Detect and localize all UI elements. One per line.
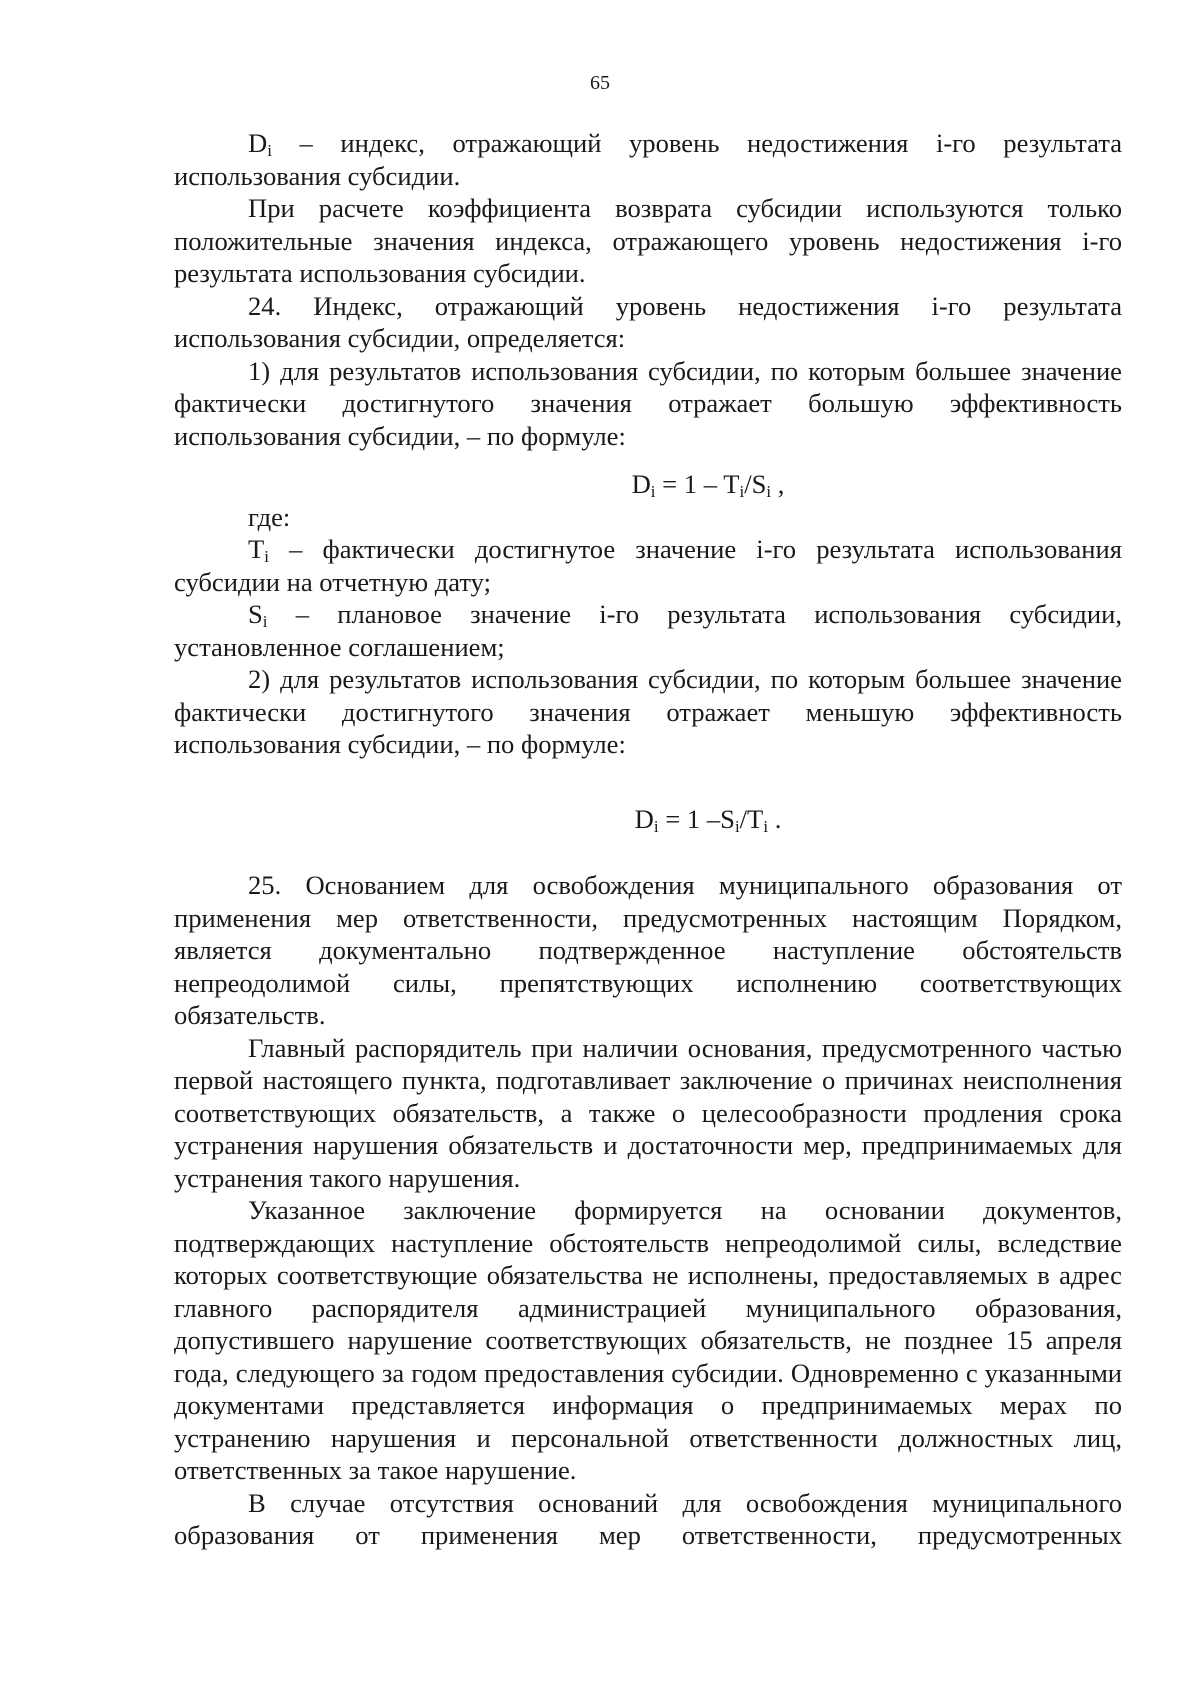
conclusion-paragraph: Указанное заключение формируется на основании документов, подтверждающих наступление обстоятельств непреодолимой силы, вследствие которых соответствующие обязательства не исполнены, предоставляемых в адрес главного распорядителя администрацией муниципального образования, допустившего нарушение соответствующих обязательств, не позднее 15 апреля года, следующего за годом предоставления субсидии. Одновременно с указанными документами представляется информация о предпринимаемых мерах по устранению нарушения и персональной ответственности должностных лиц, ответственных за такое нарушение. (174, 1195, 1122, 1485)
symbol-t-subscript: i (264, 547, 269, 566)
clause-24-item-1-paragraph: 1) для результатов использования субсидии, по которым большее значение фактически достигнутого значения отражает большую эффективность использования субсидии, – по формуле: (174, 355, 1122, 451)
main-manager-paragraph: Главный распорядитель при наличии основания, предусмотренного частью первой настоящего пункта, подготавливает заключение о причинах неисполнения соответствующих обязательств, а также о целесообразности продления срока устранения нарушения обязательств и достаточности мер, предпринимаемых для устранения такого нарушения. (174, 1032, 1122, 1193)
formula-2-slash: /T (739, 803, 764, 834)
formula-1-d: D (631, 469, 651, 499)
definition-t-text: – фактически достигнутое значение i-го результата использования субсидии на отчетную дату; (174, 534, 1122, 597)
formula-2 (174, 803, 1122, 836)
definition-t-paragraph (174, 533, 1122, 598)
formula-2-mid: = 1 –S (658, 803, 735, 834)
formula-1-sub-1: i (650, 482, 656, 501)
where-label: где: (248, 501, 291, 532)
formula-2-sub-3: i (763, 816, 769, 836)
symbol-d-subscript: i (267, 141, 272, 160)
clause-24-item-2-paragraph: 2) для результатов использования субсидии, по которым большее значение фактически достигнутого значения отражает меньшую эффективность использования субсидии, – по формуле: (174, 664, 1122, 759)
positive-values-paragraph: При расчете коэффициента возврата субсидии используются только положительные значения индекса, отражающего уровень недостижения i-го результата использования субсидии. (174, 193, 1122, 288)
formula-1-sub-2: i (739, 482, 745, 501)
definition-d-paragraph (174, 127, 1122, 192)
absence-of-grounds-paragraph: В случае отсутствия оснований для освобождения муниципального образования от применения мер ответственности, предусмотренных (174, 1487, 1122, 1550)
definition-d-text: – индекс, отражающий уровень недостижения i-го результата использования субсидии. (174, 128, 1122, 191)
definition-s-paragraph (174, 598, 1122, 663)
formula-1 (174, 468, 1122, 501)
formula-2-end: . (768, 803, 782, 834)
formula-2-sub-1: i (653, 816, 659, 836)
definition-s-text: – плановое значение i-го результата использования субсидии, установленное соглашением; (174, 599, 1122, 662)
formula-1-mid: = 1 – T (655, 469, 740, 499)
symbol-d: D (248, 128, 268, 158)
formula-1-sub-3: i (766, 482, 772, 501)
formula-1-slash: /S (744, 469, 767, 499)
symbol-s-subscript: i (262, 612, 268, 631)
symbol-t: T (248, 534, 265, 564)
document-body (174, 127, 1122, 1552)
formula-1-end: , (771, 469, 785, 499)
clause-25-paragraph: 25. Основанием для освобождения муниципального образования от применения мер ответственности, предусмотренных настоящим Порядком, является документально подтвержденное наступление обстоятельств непреодолимой силы, препятствующих исполнению соответствующих обязательств. (174, 870, 1122, 1030)
page-number: 65 (590, 72, 610, 94)
symbol-s: S (248, 599, 263, 629)
clause-24-paragraph: 24. Индекс, отражающий уровень недостижения i-го результата использования субсидии, определяется: (174, 290, 1122, 353)
formula-2-sub-2: i (734, 816, 740, 836)
formula-2-d: D (634, 803, 654, 834)
